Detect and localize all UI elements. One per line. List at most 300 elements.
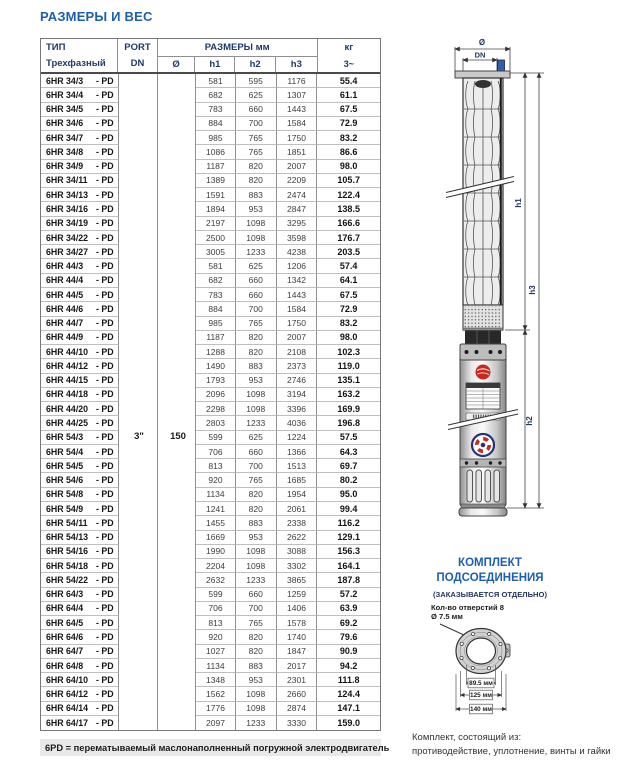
cell-h1: 920	[196, 473, 236, 487]
table-row	[41, 288, 380, 302]
kit-title	[415, 556, 565, 586]
cell-h2: 660	[236, 103, 277, 117]
pump-cage	[446, 78, 514, 305]
cell-type	[41, 103, 119, 117]
cell-h3: 1584	[277, 302, 318, 316]
cell-h1: 783	[196, 103, 236, 117]
table-row	[41, 445, 380, 459]
model-name: 6HR 54/22	[46, 574, 89, 585]
header-h1: h1	[195, 57, 235, 72]
cell-diameter	[158, 616, 196, 630]
cell-diameter	[158, 217, 196, 231]
cell-type	[41, 288, 119, 302]
table-row	[41, 559, 380, 573]
cell-type	[41, 374, 119, 388]
cell-port	[119, 516, 159, 530]
cell-h1: 682	[196, 88, 236, 102]
cell-type	[41, 531, 119, 545]
cell-type	[41, 88, 119, 102]
cell-h2: 700	[236, 602, 277, 616]
table-body	[41, 74, 380, 730]
cell-diameter	[158, 388, 196, 402]
cell-port	[119, 188, 159, 202]
cell-type	[41, 331, 119, 345]
model-suffix: - PD	[96, 246, 114, 257]
table-row	[41, 88, 380, 102]
model-suffix: - PD	[96, 446, 114, 457]
cell-type	[41, 716, 119, 730]
dim-bolt-circle-label: 125 мм	[470, 692, 492, 700]
kit-desc-line2: противодействие, уплотнение, винты и гайки	[412, 746, 611, 757]
model-name: 6HR 64/6	[46, 631, 84, 642]
header-port-line1: PORT	[124, 41, 151, 53]
cell-h3: 1342	[277, 274, 318, 288]
model-suffix: - PD	[96, 574, 114, 585]
cell-h1: 1134	[196, 659, 236, 673]
cell-port	[119, 374, 159, 388]
cell-type	[41, 602, 119, 616]
cell-diameter	[158, 374, 196, 388]
table-row	[41, 488, 380, 502]
cell-h2: 625	[236, 259, 277, 273]
table-row	[41, 516, 380, 530]
cell-h1: 599	[196, 431, 236, 445]
table-row	[41, 103, 380, 117]
cell-type	[41, 388, 119, 402]
cell-type	[41, 160, 119, 174]
cell-port	[119, 359, 159, 373]
cell-weight: 119.0	[317, 359, 380, 373]
model-suffix: - PD	[96, 560, 114, 571]
table-row	[41, 545, 380, 559]
cell-diameter	[158, 488, 196, 502]
model-suffix: - PD	[96, 89, 114, 100]
cell-port	[119, 416, 159, 430]
cell-diameter	[158, 274, 196, 288]
cell-h1: 1776	[196, 702, 236, 716]
cell-h3: 3330	[277, 716, 318, 730]
cell-port	[119, 217, 159, 231]
cell-h1: 2096	[196, 388, 236, 402]
table-row	[41, 388, 380, 402]
cell-weight: 64.3	[317, 445, 380, 459]
table-row	[41, 702, 380, 716]
cell-weight: 116.2	[317, 516, 380, 530]
cell-weight: 135.1	[317, 374, 380, 388]
cell-h3: 1750	[277, 317, 318, 331]
dim-dn	[463, 58, 497, 71]
cell-diameter	[158, 673, 196, 687]
cell-h2: 1098	[236, 231, 277, 245]
model-name: 6HR 54/3	[46, 432, 84, 443]
cell-h1: 1990	[196, 545, 236, 559]
model-suffix: - PD	[96, 689, 114, 700]
table-row	[41, 74, 380, 88]
cell-h1: 2097	[196, 716, 236, 730]
cell-diameter	[158, 160, 196, 174]
cell-type	[41, 616, 119, 630]
model-name: 6HR 54/11	[46, 517, 88, 528]
cell-diameter	[158, 573, 196, 587]
model-name: 6HR 34/13	[46, 189, 89, 200]
cell-port	[119, 702, 159, 716]
model-name: 6HR 44/4	[46, 275, 84, 286]
cell-h1: 813	[196, 459, 236, 473]
cell-h3: 3194	[277, 388, 318, 402]
cell-weight: 164.1	[317, 559, 380, 573]
cell-diameter	[158, 188, 196, 202]
table-row	[41, 317, 380, 331]
cell-h2: 765	[236, 616, 277, 630]
cell-h1: 1288	[196, 345, 236, 359]
cell-port	[119, 131, 159, 145]
cable-connector	[498, 60, 505, 72]
table-row	[41, 202, 380, 216]
cell-weight: 55.4	[317, 74, 380, 88]
model-name: 6HR 44/7	[46, 318, 84, 329]
bottom-cap	[459, 508, 507, 516]
table-row	[41, 145, 380, 159]
cell-h2: 820	[236, 331, 277, 345]
cell-h2: 953	[236, 374, 277, 388]
cell-diameter	[158, 174, 196, 188]
cell-h1: 2500	[196, 231, 236, 245]
cell-weight: 163.2	[317, 388, 380, 402]
cell-h2: 1233	[236, 416, 277, 430]
flange-diagram	[428, 598, 540, 726]
cell-weight: 79.6	[317, 630, 380, 644]
cell-port	[119, 402, 159, 416]
cell-weight: 166.6	[317, 217, 380, 231]
cell-h2: 820	[236, 345, 277, 359]
cell-h2: 1098	[236, 545, 277, 559]
cell-h1: 3005	[196, 245, 236, 259]
cell-h1: 2197	[196, 217, 236, 231]
model-name: 6HR 34/5	[46, 104, 84, 115]
cell-diameter	[158, 345, 196, 359]
cell-port	[119, 659, 159, 673]
cell-h1: 581	[196, 259, 236, 273]
table-row	[41, 188, 380, 202]
cell-h2: 700	[236, 117, 277, 131]
table-row	[41, 602, 380, 616]
cell-port	[119, 245, 159, 259]
table-row	[41, 687, 380, 701]
model-suffix: - PD	[96, 718, 114, 729]
cell-diameter	[158, 74, 196, 88]
label-h2: h2	[525, 416, 534, 426]
model-name: 6HR 54/13	[46, 532, 89, 543]
model-suffix: - PD	[96, 346, 114, 357]
cell-diameter	[158, 445, 196, 459]
cell-h2: 1233	[236, 573, 277, 587]
cell-port	[119, 630, 159, 644]
model-suffix: - PD	[96, 318, 114, 329]
cell-h1: 920	[196, 630, 236, 644]
cell-h2: 625	[236, 431, 277, 445]
cell-h3: 1584	[277, 117, 318, 131]
kit-title-line2: ПОДСОЕДИНЕНИЯ	[436, 572, 544, 584]
cell-type	[41, 302, 119, 316]
cell-weight: 159.0	[337, 718, 360, 729]
cell-h1: 706	[196, 445, 236, 459]
cell-port	[119, 616, 159, 630]
cell-port	[119, 74, 159, 88]
cell-h3: 2061	[277, 502, 318, 516]
cell-type	[41, 131, 119, 145]
model-suffix: - PD	[96, 546, 114, 557]
cell-type	[41, 274, 119, 288]
cell-diameter	[158, 231, 196, 245]
header-type-line1: ТИП	[46, 41, 66, 53]
model-name: 6HR 34/22	[46, 232, 89, 243]
cell-h2: 765	[236, 317, 277, 331]
model-name: 6HR 34/11	[46, 175, 88, 186]
cell-type	[41, 217, 119, 231]
model-suffix: - PD	[96, 674, 114, 685]
cell-port	[119, 345, 159, 359]
model-name: 6HR 44/18	[46, 389, 89, 400]
table-row	[41, 231, 380, 245]
model-suffix: - PD	[96, 189, 114, 200]
model-suffix: - PD	[96, 275, 114, 286]
cell-diameter	[158, 331, 196, 345]
cell-h3: 2874	[277, 702, 318, 716]
table-row	[41, 274, 380, 288]
model-suffix: - PD	[96, 232, 114, 243]
table-row	[41, 245, 380, 259]
cell-port	[119, 174, 159, 188]
model-suffix: - PD	[96, 75, 114, 86]
cell-type	[41, 416, 119, 430]
model-suffix: - PD	[96, 218, 114, 229]
model-name: 6HR 64/3	[46, 589, 84, 600]
cell-h1: 884	[196, 117, 236, 131]
table-row	[41, 531, 380, 545]
model-suffix: - PD	[96, 132, 114, 143]
cell-diameter	[158, 131, 196, 145]
cell-h3: 1740	[277, 630, 318, 644]
header-h2: h2	[235, 57, 276, 72]
cell-diameter	[158, 659, 196, 673]
model-name: 6HR 64/12	[46, 689, 89, 700]
cell-h3: 2746	[277, 374, 318, 388]
cell-h3: 1954	[277, 488, 318, 502]
cell-type	[41, 117, 119, 131]
cell-h3: 1847	[277, 645, 318, 659]
cell-weight: 196.8	[317, 416, 380, 430]
cell-type	[41, 673, 119, 687]
cell-type	[41, 174, 119, 188]
model-suffix: - PD	[96, 475, 114, 486]
model-suffix: - PD	[96, 289, 114, 300]
cell-h3: 1259	[277, 588, 318, 602]
cell-h1: 2298	[196, 402, 236, 416]
cell-h1: 1027	[196, 645, 236, 659]
cell-h2: 1233	[236, 716, 277, 730]
cell-h3: 3598	[277, 231, 318, 245]
cell-h2: 1233	[236, 245, 277, 259]
cell-weight: 111.8	[317, 673, 380, 687]
model-suffix: - PD	[96, 175, 114, 186]
cell-h1: 1134	[196, 488, 236, 502]
model-name: 6HR 34/9	[46, 161, 84, 172]
model-suffix: - PD	[96, 646, 114, 657]
model-name: 6HR 44/9	[46, 332, 84, 343]
cell-h3: 2474	[277, 188, 318, 202]
cell-type	[41, 516, 119, 530]
kit-subtitle: (ЗАКАЗЫВАЕТСЯ ОТДЕЛЬНО)	[433, 590, 547, 599]
model-name: 6HR 34/4	[46, 89, 84, 100]
model-name: 6HR 54/8	[46, 489, 84, 500]
cell-port	[119, 588, 159, 602]
cell-h3: 2007	[277, 160, 318, 174]
model-suffix: - PD	[96, 503, 114, 514]
column-header-type	[41, 39, 118, 72]
model-name: 6HR 54/6	[46, 475, 84, 486]
model-name: 6HR 44/12	[46, 360, 89, 371]
label-dn: DN	[474, 50, 486, 60]
table-row	[41, 659, 380, 673]
label-h1: h1	[514, 198, 523, 208]
model-suffix: - PD	[96, 631, 114, 642]
cell-weight: 63.9	[317, 602, 380, 616]
cell-weight: 72.9	[317, 302, 380, 316]
model-suffix: - PD	[96, 489, 114, 500]
table-row	[41, 131, 380, 145]
cell-diameter	[158, 459, 196, 473]
table-row	[41, 645, 380, 659]
cell-h1: 985	[196, 317, 236, 331]
cell-h1: 884	[196, 302, 236, 316]
table-row	[41, 673, 380, 687]
model-name: 6HR 64/7	[46, 646, 84, 657]
cell-h1: 1187	[196, 331, 236, 345]
cell-weight: 169.9	[317, 402, 380, 416]
cell-h2: 1098	[236, 702, 277, 716]
cell-diameter	[158, 103, 196, 117]
cell-h2: 660	[236, 588, 277, 602]
cell-type	[41, 202, 119, 216]
model-suffix: - PD	[96, 532, 114, 543]
cell-h2: 820	[236, 160, 277, 174]
cell-h2: 660	[236, 274, 277, 288]
cell-diameter	[158, 588, 196, 602]
table-row	[41, 588, 380, 602]
cell-type	[41, 345, 119, 359]
cell-h1: 1562	[196, 687, 236, 701]
cell-h1: 1894	[196, 202, 236, 216]
cell-h3: 1851	[277, 145, 318, 159]
cell-weight: 129.1	[317, 531, 380, 545]
table-row	[41, 416, 380, 430]
cell-weight: 94.2	[317, 659, 380, 673]
model-name: 6HR 34/7	[46, 132, 84, 143]
cell-type	[41, 445, 119, 459]
cell-h3: 2017	[277, 659, 318, 673]
model-name: 6HR 54/18	[46, 560, 89, 571]
diameter-value: 150	[170, 431, 186, 442]
model-suffix: - PD	[96, 375, 114, 386]
cell-diameter	[158, 359, 196, 373]
model-name: 6HR 44/6	[46, 303, 84, 314]
cell-h1: 1490	[196, 359, 236, 373]
leader-line	[440, 624, 466, 636]
cell-type	[41, 702, 119, 716]
cell-h3: 2007	[277, 331, 318, 345]
model-suffix: - PD	[96, 161, 114, 172]
cell-h1: 682	[196, 274, 236, 288]
cell-h2: 765	[236, 131, 277, 145]
model-name: 6HR 34/8	[46, 146, 84, 157]
cell-type	[41, 245, 119, 259]
header-kg-line1: кг	[344, 41, 354, 53]
cell-diameter	[158, 259, 196, 273]
cell-weight: 98.0	[317, 331, 380, 345]
cell-h2: 883	[236, 359, 277, 373]
cell-port	[119, 531, 159, 545]
cell-diameter	[158, 559, 196, 573]
cell-diameter	[158, 516, 196, 530]
model-suffix: - PD	[96, 460, 114, 471]
cell-h3: 1224	[277, 431, 318, 445]
cell-h2: 953	[236, 202, 277, 216]
model-suffix: - PD	[96, 104, 114, 115]
kit-holes-line2: Ø 7.5 мм	[431, 612, 463, 621]
cell-type	[41, 502, 119, 516]
model-name: 6HR 34/6	[46, 118, 84, 129]
pump-diagram	[430, 33, 560, 525]
model-name: 6HR 44/10	[46, 346, 89, 357]
cell-h1: 813	[196, 616, 236, 630]
table-row	[41, 359, 380, 373]
cell-h1: 783	[196, 288, 236, 302]
pump-flange	[455, 71, 510, 78]
model-name: 6HR 34/27	[46, 246, 89, 257]
cell-port	[119, 160, 159, 174]
model-name: 6HR 44/25	[46, 418, 89, 428]
cell-h2: 1098	[236, 559, 277, 573]
kit-desc-line1: Комплект, состоящий из:	[412, 732, 522, 743]
table-row	[41, 217, 380, 231]
cell-h3: 3088	[277, 545, 318, 559]
model-suffix: - PD	[96, 146, 114, 157]
model-name: 6HR 64/5	[46, 617, 84, 628]
model-suffix: - PD	[96, 303, 114, 314]
dim-outer-label: 140 мм	[470, 706, 492, 714]
cell-port	[119, 331, 159, 345]
pump-strainer	[463, 305, 503, 330]
model-name: 6HR 54/4	[46, 446, 84, 457]
cell-type	[41, 573, 119, 587]
cell-h1: 1086	[196, 145, 236, 159]
cell-weight: 64.1	[317, 274, 380, 288]
cell-weight: 147.1	[317, 702, 380, 716]
model-name: 6HR 54/16	[46, 546, 89, 557]
cell-diameter	[158, 702, 196, 716]
cell-port	[119, 231, 159, 245]
cell-weight: 83.2	[317, 131, 380, 145]
cell-h3: 3302	[277, 559, 318, 573]
cell-port	[119, 117, 159, 131]
model-suffix: - PD	[96, 603, 114, 614]
cell-h2: 820	[236, 630, 277, 644]
cell-weight: 95.0	[317, 488, 380, 502]
cell-h2: 820	[236, 174, 277, 188]
table-row	[41, 117, 380, 131]
cell-h3: 1443	[277, 103, 318, 117]
red-logo	[476, 365, 491, 380]
